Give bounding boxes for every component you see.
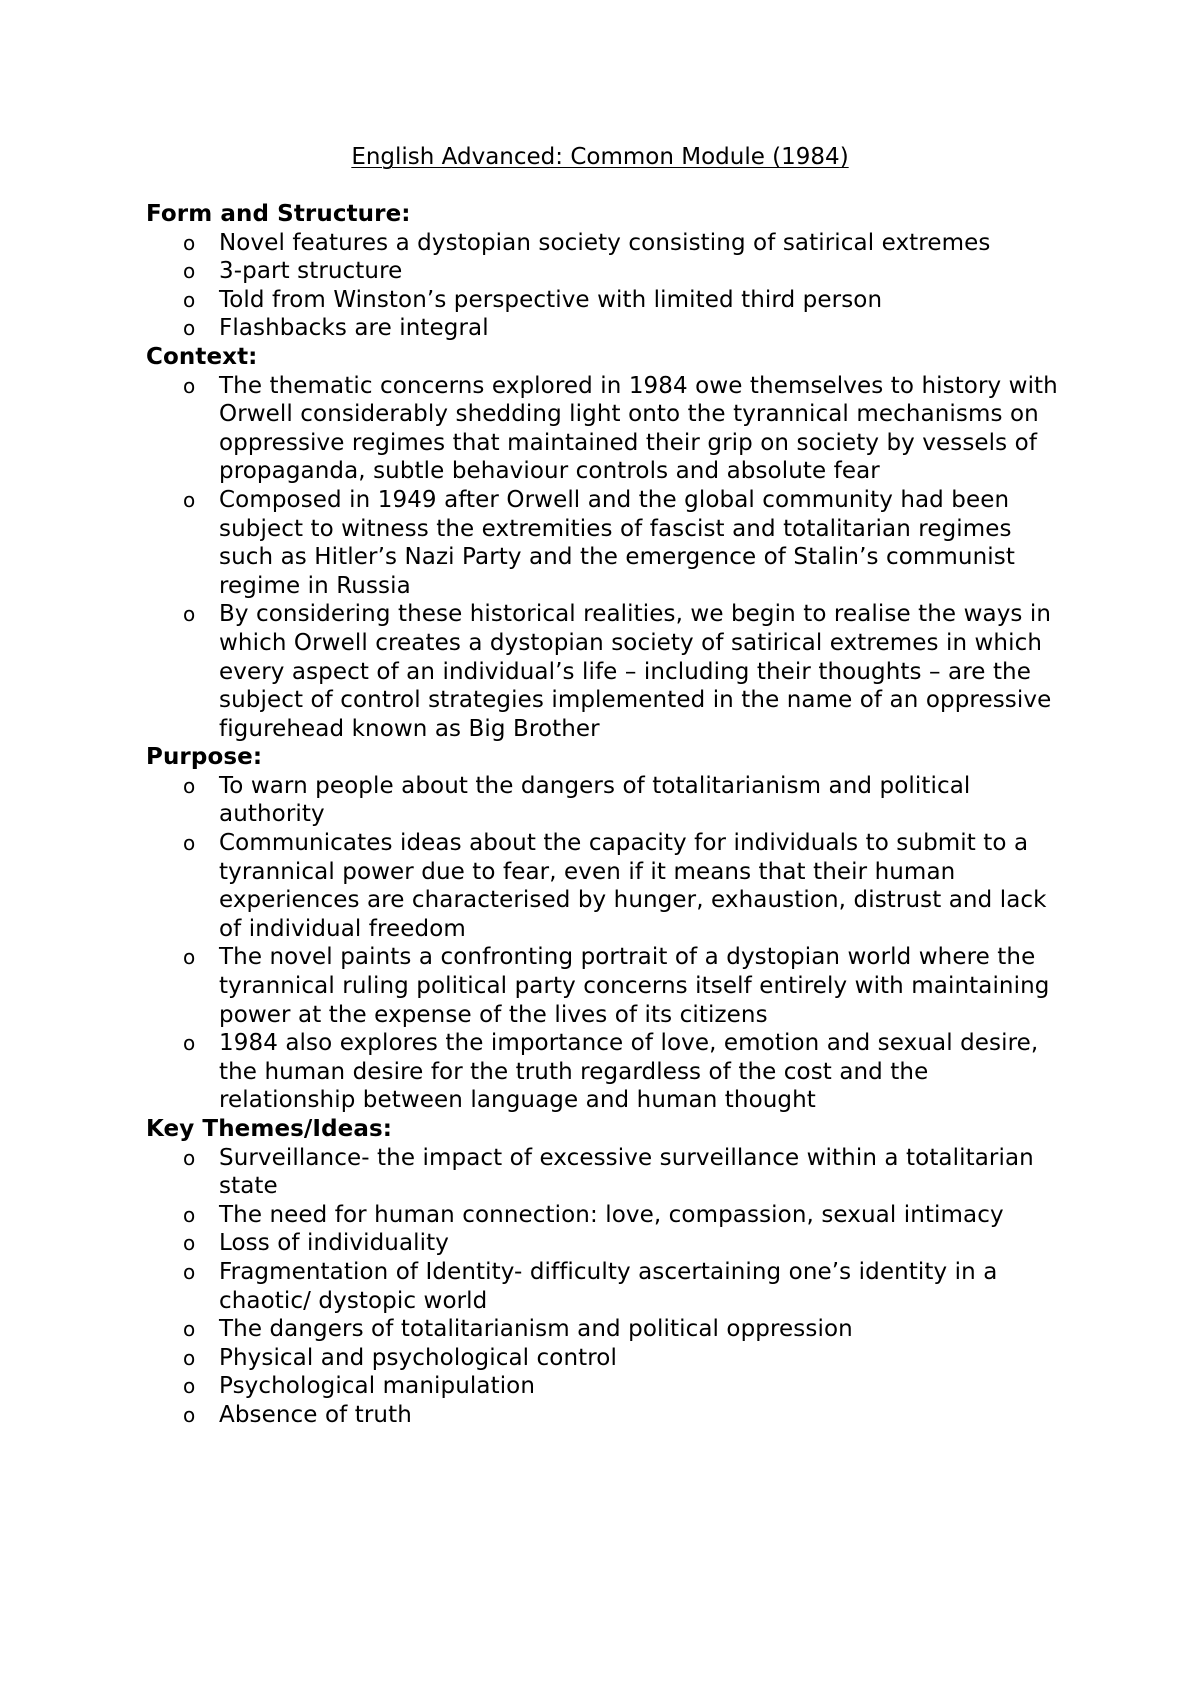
bullet-icon: o [183, 230, 196, 255]
list-item: o Psychological manipulation [183, 1373, 536, 1400]
list-item: o Flashbacks are integral [183, 315, 489, 342]
section-heading: Key Themes/Ideas: [146, 1116, 393, 1142]
section-heading: Context: [146, 343, 258, 370]
bullet-icon: o [183, 1202, 196, 1227]
bullet-icon: o [183, 287, 196, 312]
bullet-icon: o [183, 1402, 196, 1427]
section-form-structure [146, 200, 1066, 343]
bullet-icon: o [183, 487, 196, 512]
list-item: o 3-part structure [183, 258, 403, 285]
bullet-icon: o [183, 373, 196, 398]
document-body [146, 200, 1066, 1430]
bullet-icon: o [183, 1259, 196, 1284]
bullet-icon: o [183, 1231, 196, 1256]
bullet-icon: o [183, 831, 196, 856]
section-context [146, 343, 1066, 743]
list-item: o The thematic concerns explored in 1984 owe themselves to history with Orwell considerably shedding light onto the tyrannical mechanisms on oppressive regimes that maintained their grip on society by vessels of propaganda, subtle behaviour controls and absolute fear [183, 372, 1058, 485]
bullet-icon: o [183, 1145, 196, 1170]
list-item: o Composed in 1949 after Orwell and the global community had been subject to witness the extremities of fascist and totalitarian regimes such as Hitler’s Nazi Party and the emergence of Stalin’s communist regime in Russia [183, 486, 1015, 599]
bullet-list [146, 772, 1066, 1115]
list-item: o Communicates ideas about the capacity for individuals to submit to a tyrannical power due to fear, even if it means that their human experiences are characterised by hunger, exhaustion, distrust and lack of individual freedom [183, 830, 1047, 942]
bullet-icon: o [183, 1374, 196, 1399]
list-item: o Novel features a dystopian society consisting of satirical extremes [183, 229, 991, 256]
list-item: o The need for human connection: love, compassion, sexual intimacy [183, 1201, 1004, 1228]
bullet-icon: o [183, 1031, 196, 1056]
list-item: o The dangers of totalitarianism and political oppression [183, 1316, 853, 1343]
section-key-themes [146, 1115, 1066, 1430]
bullet-list [146, 1144, 1066, 1430]
list-item: o 1984 also explores the importance of love, emotion and sexual desire, the human desire for the truth regardless of the cost and the relationship between language and human thought [183, 1030, 1039, 1114]
list-item: o Surveillance- the impact of excessive surveillance within a totalitarian state [183, 1144, 1034, 1200]
list-item: o To warn people about the dangers of totalitarianism and political authority [183, 772, 971, 828]
bullet-list [146, 372, 1066, 744]
bullet-icon: o [183, 1317, 196, 1342]
bullet-icon: o [183, 259, 196, 284]
list-item: o The novel paints a confronting portrait of a dystopian world where the tyrannical ruling political party concerns itself entirely with maintaining power at the expense of the lives of its citizens [183, 944, 1050, 1028]
list-item: o Absence of truth [183, 1401, 412, 1428]
list-item: o Told from Winston’s perspective with limited third person [183, 286, 883, 313]
document-title: English Advanced: Common Module (1984) [351, 144, 849, 170]
section-heading: Purpose: [146, 744, 263, 771]
list-item: o Physical and psychological control [183, 1344, 617, 1371]
bullet-icon: o [183, 1345, 196, 1370]
bullet-icon: o [183, 316, 196, 341]
bullet-icon: o [183, 945, 196, 970]
bullet-icon: o [183, 773, 196, 798]
list-item: o By considering these historical realities, we begin to realise the ways in which Orwell creates a dystopian society of satirical extremes in which every aspect of an individual’s life – including their thoughts – are the subject of control strategies implemented in the name of an oppressive figurehead known as Big Brother [183, 601, 1052, 742]
bullet-list [146, 229, 1066, 343]
bullet-icon: o [183, 602, 196, 627]
section-purpose [146, 743, 1066, 1115]
section-heading: Form and Structure: [146, 201, 411, 227]
list-item: o Loss of individuality [183, 1230, 449, 1257]
list-item: o Fragmentation of Identity- difficulty ascertaining one’s identity in a chaotic/ dystopic world [183, 1258, 998, 1314]
